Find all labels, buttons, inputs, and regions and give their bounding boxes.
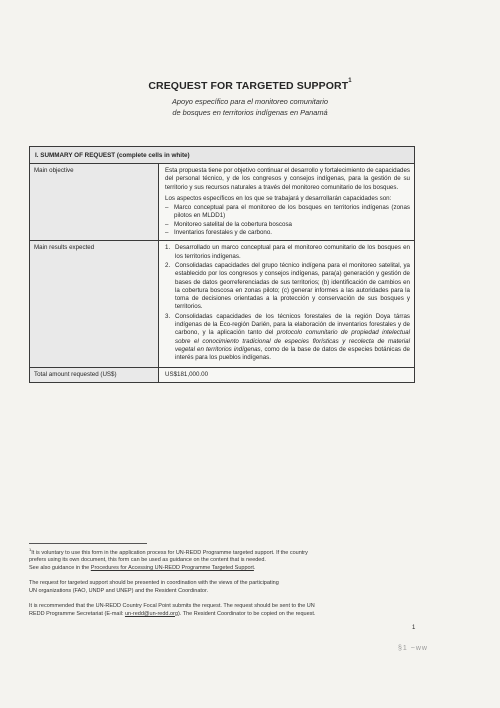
result-number: 1. [165,244,171,252]
results-list [165,244,410,362]
result-item [165,244,410,261]
footnote-divider [29,543,147,544]
total-amount-label: Total amount requested (US$) [30,368,159,382]
result-number: 3. [165,312,171,320]
subtitle-line-2: de bosques en territorios indígenas en Panamá [172,108,328,117]
summary-table-header: I. SUMMARY OF REQUEST (complete cells in white) [30,147,414,164]
objective-bullet-list [165,204,410,237]
page-subtitle [0,96,500,118]
result-item [165,262,410,312]
total-amount-row [30,368,414,382]
objective-bullet: – Marco conceptual para el monitoreo de los bosques en territorios indígenas (zonas pilotos en MLDD1) [165,204,410,221]
footnote-3: It is recommended that the UN-REDD Country Focal Point submits the request. The request should be sent to the UN REDD Programme Secretariat (E-mail: un-redd@un-redd.org). The Resident Coordinator to be copied on the request. [29,603,316,617]
result-text-italic: protocolo comunitario de propiedad intelectual sobre el conocimiento tradicional de especies florísticas y recolecta de material vegetal en territorios indígenas [175,329,410,353]
main-results-cell [159,241,414,366]
subtitle-line-1: Apoyo específico para el monitoreo comunitario [171,97,329,106]
result-item [165,313,410,363]
guidance-link[interactable]: Procedures for Accessing UN-REDD Programme Targeted Support [90,565,254,572]
main-objective-label: Main objective [30,164,159,240]
result-text: , como de la base de datos de especies botánicas de interés para los pueblos indígenas. [175,345,410,362]
objective-paragraph-1: Esta propuesta tiene por objetivo continuar el desarrollo y fortalecimiento de capacidades del personal técnico, y de los congresos y consejos indígenas, para la gestión de su territorio y sus recursos naturales a través del monitoreo comunitario de los bosques. [165,167,410,191]
footnote-mark: 1 [29,547,32,552]
page-number: 1 [412,625,416,631]
main-objective-row [30,164,414,241]
footnote-1: $^1$It is voluntary to use this form in the application process for UN-REDD Programme targeted support. If the country prefers using its own document, this form can be used as guidance on the content that is needed. See also guidance in the Procedures for Accessing UN-REDD Programme Targeted Support. [29,547,308,572]
summary-table [29,146,415,383]
page-title: CREQUEST FOR TARGETED SUPPORT$^1$ [148,78,352,92]
total-amount-value: US$181,000.00 [159,368,414,382]
objective-bullet: – Inventarios forestales y de carbono. [165,229,410,237]
main-results-row [30,241,414,367]
secretariat-email-link[interactable]: un-redd@un-redd.org [124,610,178,617]
objective-bullet: – Monitoreo satelital de la cobertura boscosa [165,221,410,229]
result-text: Consolidadas capacidades del grupo técnico indígena para el monitoreo satelital, ya establecido por los congresos y consejos indígenas, para(a) generación y gestión de bases de datos georreferenciadas de sus territorios; (b) identificación de cambios en la cobertura boscosa en zonas piloto; (c) generar informes a las autoridades para la toma de decisiones orientadas a la protección y conservación de sus bosques y territorios. [175,261,410,311]
result-text: Consolidadas capacidades de los técnicos forestales de la región Doya tárras indígenas de la Eco-región Darién, para la elaboración de inventarios forestales y de carbono, y la aplicación tanto del [175,312,410,337]
main-objective-cell [159,164,414,240]
main-results-label: Main results expected [30,241,159,366]
result-text: Desarrollado un marco conceptual para el monitoreo comunitario de los bosques en los territorios indígenas. [175,244,410,260]
footnote-2: The request for targeted support should be presented in coordination with the views of the participating UN organizations (FAO, UNDP and UNEP) and the Resident Coordinator. [29,580,279,594]
title-footnote-mark: 1 [348,78,352,84]
objective-paragraph-2: Los aspectos específicos en los que se trabajará y desarrollarán capacidades son: [165,194,392,202]
result-number: 2. [165,261,171,269]
handwritten-mark: §1 ~ww [398,645,428,652]
